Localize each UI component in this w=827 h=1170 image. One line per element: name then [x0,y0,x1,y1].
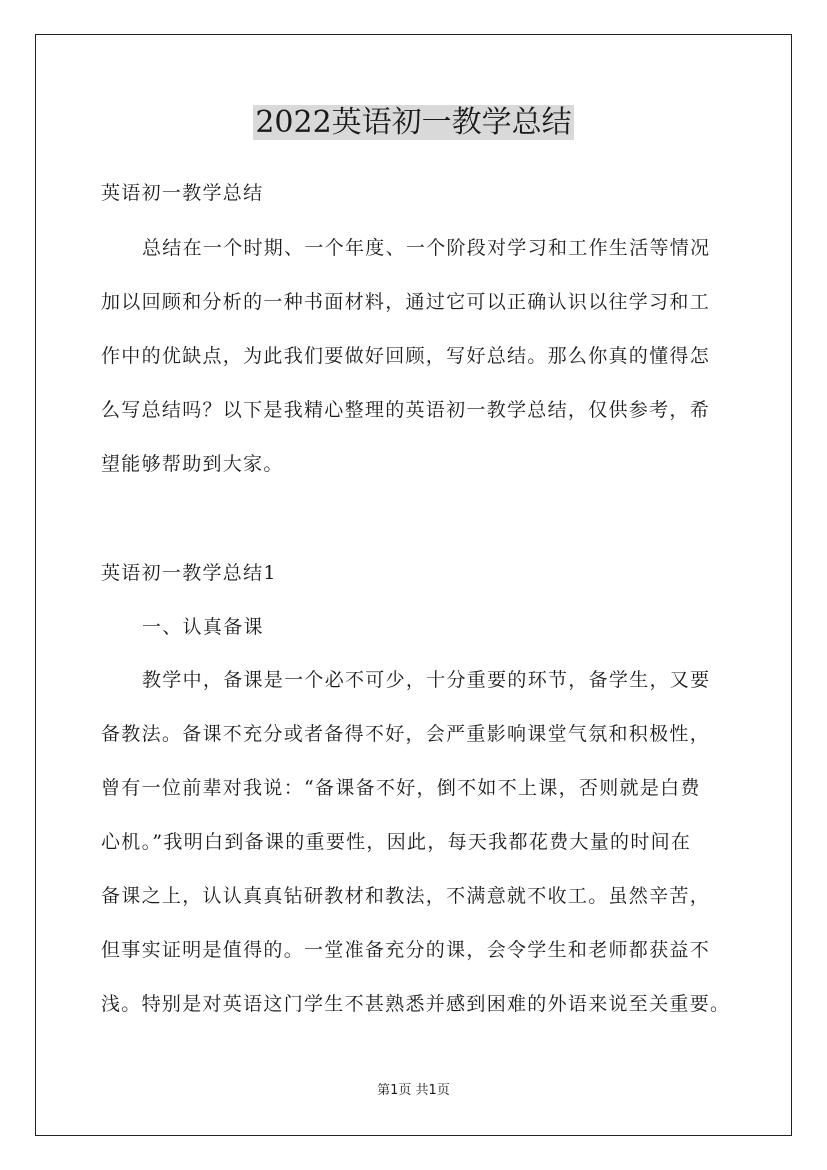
body-line: 备课之上，认认真真钻研教材和教法，不满意就不收工。虽然辛苦， [101,885,711,907]
intro-line: 望能够帮助到大家。 [101,453,284,475]
section-subheading: 一、认真备课 [142,616,264,638]
page-footer: 第1页 共1页 [377,1083,450,1098]
intro-line: 么写总结吗？以下是我精心整理的英语初一教学总结，仅供参考，希 [101,399,711,421]
intro-line: 作中的优缺点，为此我们要做好回顾，写好总结。那么你真的懂得怎 [101,345,711,367]
body-line: 浅。特别是对英语这门学生不甚熟悉并感到困难的外语来说至关重要。 [101,993,731,1015]
body-line: 备教法。备课不充分或者备得不好，会严重影响课堂气氛和积极性， [101,723,711,745]
body-line: 但事实证明是值得的。一堂准备充分的课，会令学生和老师都获益不 [101,939,711,961]
intro-line: 加以回顾和分析的一种书面材料，通过它可以正确认识以往学习和工 [101,291,711,313]
body-line: 曾有一位前辈对我说：“备课备不好，倒不如不上课，否则就是白费 [101,777,701,799]
body-line: 心机。”我明白到备课的重要性，因此，每天我都花费大量的时间在 [101,831,692,853]
document-title: 2022英语初一教学总结 [255,105,572,140]
intro-line: 总结在一个时期、一个年度、一个阶段对学习和工作生活等情况 [142,237,711,259]
section-heading: 英语初一教学总结1 [101,562,277,584]
body-line: 教学中，备课是一个必不可少，十分重要的环节，备学生，又要 [142,669,711,691]
subtitle: 英语初一教学总结 [101,182,264,204]
